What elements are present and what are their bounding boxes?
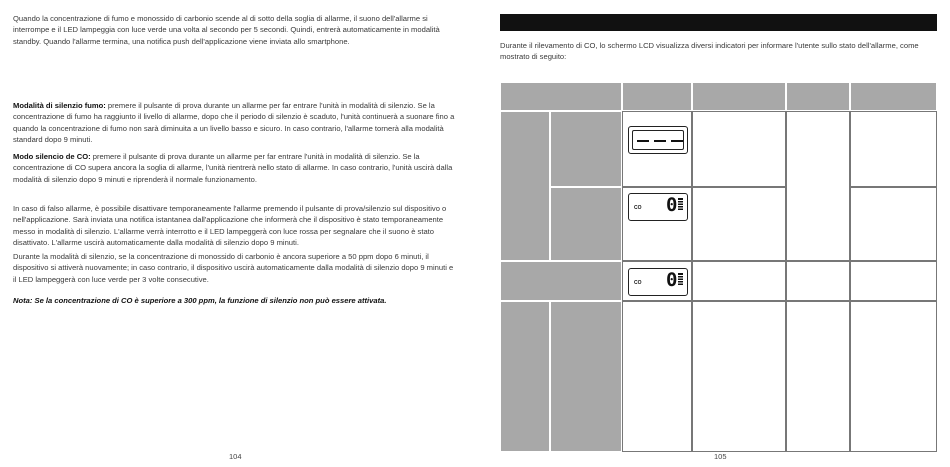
intro-paragraph: Quando la concentrazione di fumo e monossido di carbonio scende al di sotto della soglia di allarme, il suono dell'allarme si interrompe e il LED lampeggia con luce verde una volta al secondo per 5 secondi. Quindi, entrerà automaticamente in modalità standby. Quando l'allarme termina, una notifica push dell'applicazione viene inviata allo smartphone.	[13, 14, 440, 46]
lcd-indicator-table	[500, 82, 937, 452]
co-silence-label: Modo silencio de CO:	[13, 152, 91, 161]
table-header-cell-1	[500, 82, 622, 111]
table-cell	[850, 187, 937, 261]
dash-icon	[637, 140, 649, 142]
ppm-icon	[678, 273, 683, 285]
lcd-display-dashes	[628, 126, 688, 154]
lcd-digit: 0	[666, 269, 678, 291]
page-number-right: 105	[714, 452, 727, 461]
co-silence-paragraph: Durante la modalità di silenzio, se la concentrazione di monossido di carbonio è ancora superiore a 50 ppm dopo 6 minuti, il dispositivo si attiverà nuovamente; in caso contrario, il dispositivo uscirà automaticamente dalla modalità di silenzio dopo 9 minuti e il LED lampeggerà con luce verde per 3 volte consecutive.	[13, 252, 454, 284]
table-subgroup-cell-1	[550, 111, 622, 187]
note: Nota: Se la concentrazione di CO è superiore a 300 ppm, la funzione di silenzio non può essere attivata.	[13, 296, 387, 305]
co-silence-text: premere il pulsante di prova durante un allarme per far entrare l'unità in modalità di silenzio. Se la concentrazione di CO supera ancora la soglia di allarme, l'unità rientrerà nello stato di allarme. In caso contrario, l'unità uscirà dalla modalità di silenzio dopo 9 minuti e riprenderà il normale funzionamento.	[13, 152, 453, 184]
table-lcd-cell-1	[622, 111, 692, 187]
co-silence-section	[13, 151, 458, 185]
table-cell	[692, 301, 786, 452]
ppm-icon	[678, 198, 683, 210]
false-alarm-paragraph: In caso di falso allarme, è possibile disattivare temporaneamente l'allarme premendo il pulsante di prova/silenzio sul dispositivo o nell'applicazione. Sarà inviata una notifica istantanea dall'applicazione che informerà che il dispositivo è stato temporaneamente messo in modalità di silenzio. L'allarme verrà interrotto e il LED lampeggerà con luce rossa per segnalare che il suono è stato disattivato. L'allarme uscirà automaticamente dalla modalità di silenzio dopo 9 minuti.	[13, 204, 447, 248]
table-lcd-cell-2	[622, 187, 692, 261]
table-cell	[786, 301, 850, 452]
table-header-cell-2	[622, 82, 692, 111]
table-cell	[786, 261, 850, 301]
table-header-cell-4	[786, 82, 850, 111]
table-lcd-cell-3	[622, 261, 692, 301]
dash-icon	[671, 140, 683, 142]
table-cell	[692, 261, 786, 301]
table-cell	[692, 187, 786, 261]
lcd-digit: 0	[666, 194, 678, 216]
lcd-display-co	[628, 268, 688, 296]
smoke-silence-text: premere il pulsante di prova durante un allarme per far entrare l'unità in modalità di silenzio. Se la concentrazione di fumo ha raggiunto il livello di allarme, dopo che il periodo di silenzio è scaduto, l'unità continuerà a suonare fino a quando la concentrazione di fumo non sarà diminuita a un livello basso e sicuro. In caso contrario, l'allarme tornerà alla modalità standard dopo 9 minuti.	[13, 101, 455, 145]
table-cell	[850, 301, 937, 452]
lcd-co-label: CO	[634, 280, 642, 286]
right-page	[475, 0, 950, 467]
table-cell	[786, 111, 850, 261]
table-header-cell-5	[850, 82, 937, 111]
table-group-cell-1	[500, 111, 550, 261]
lcd-display-co	[628, 193, 688, 221]
table-cell	[850, 261, 937, 301]
page-number-left: 104	[229, 452, 242, 461]
table-cell	[850, 111, 937, 187]
dash-icon	[654, 140, 666, 142]
section-header-bar	[500, 14, 937, 31]
table-subgroup-cell-3	[550, 301, 622, 452]
table-row3-label-cell	[500, 261, 622, 301]
smoke-silence-section	[13, 100, 458, 146]
table-group-cell-2	[500, 301, 550, 452]
lcd-intro: Durante il rilevamento di CO, lo schermo LCD visualizza diversi indicatori per informare l'utente sullo stato dell'allarme, come mostrato di seguito:	[500, 41, 919, 62]
lcd-co-label: CO	[634, 205, 642, 211]
table-subgroup-cell-2	[550, 187, 622, 261]
table-header-cell-3	[692, 82, 786, 111]
table-cell	[692, 111, 786, 187]
smoke-silence-label: Modalità di silenzio fumo:	[13, 101, 106, 110]
table-cell	[622, 301, 692, 452]
